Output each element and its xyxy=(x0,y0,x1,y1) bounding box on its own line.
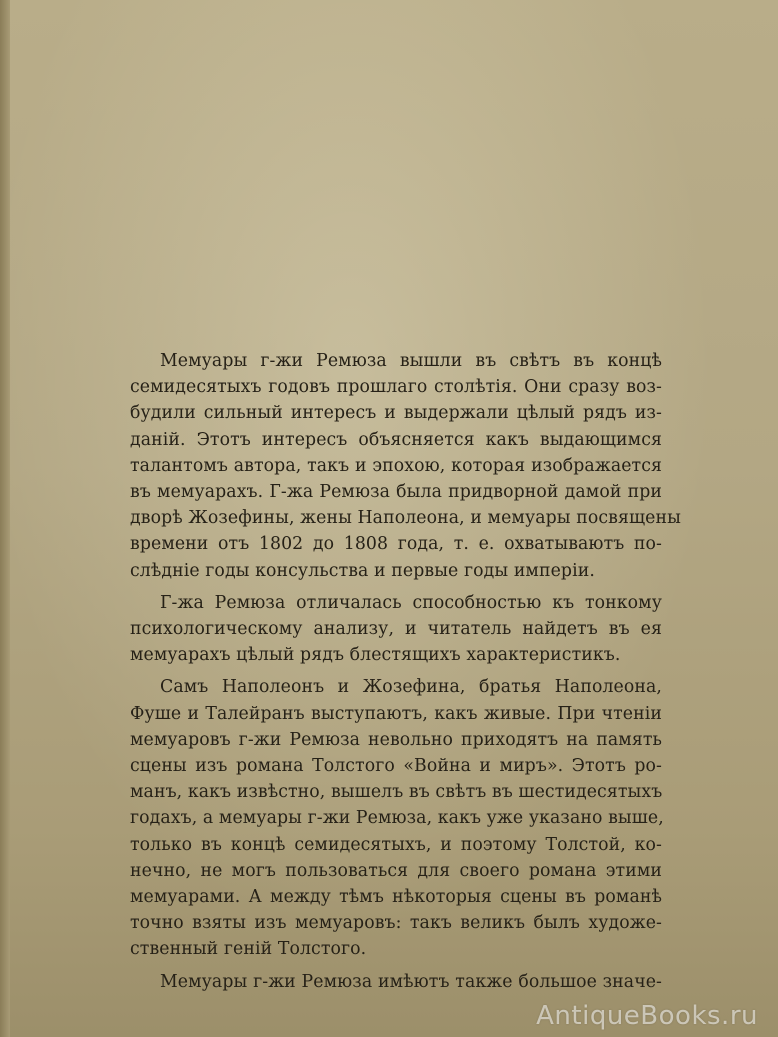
text-line: манъ, какъ извѣстно, вышелъ въ свѣтъ въ шестидесятыхъ xyxy=(130,782,663,803)
text-line: ственный геній Толстого. xyxy=(130,939,367,960)
page-edge xyxy=(0,0,10,1037)
page-text xyxy=(130,348,681,1001)
text-line: слѣдніе годы консульства и первые годы имперіи. xyxy=(130,560,595,581)
text-line: сцены изъ романа Толстого «Война и миръ». Этотъ ро- xyxy=(130,756,662,777)
text-line: точно взяты изъ мемуаровъ: такъ великъ былъ художе- xyxy=(130,913,662,934)
text-line: будили сильный интересъ и выдержали цѣлый рядъ из- xyxy=(130,403,662,424)
text-line: мемуарами. А между тѣмъ нѣкоторыя сцены въ романѣ xyxy=(130,887,662,908)
text-line: Мемуары г-жи Ремюза имѣютъ также большое значе- xyxy=(160,971,662,992)
text-line: нечно, не могъ пользоваться для своего романа этими xyxy=(130,860,662,881)
text-line: дворѣ Жозефины, жены Наполеона, и мемуары посвящены xyxy=(130,508,681,529)
text-line: мемуарахъ цѣлый рядъ блестящихъ характеристикъ. xyxy=(130,645,621,666)
text-line: мемуаровъ г-жи Ремюза невольно приходятъ на память xyxy=(130,729,662,750)
text-line: Г-жа Ремюза отличалась способностью къ тонкому xyxy=(160,592,662,613)
text-line: семидесятыхъ годовъ прошлаго столѣтія. Они сразу воз- xyxy=(130,377,662,398)
text-line: Самъ Наполеонъ и Жозефина, братья Наполеона, xyxy=(160,677,662,698)
text-line: Фуше и Талейранъ выступаютъ, какъ живые. При чтеніи xyxy=(130,703,662,724)
watermark: AntiqueBooks.ru xyxy=(536,1001,758,1031)
text-line: Мемуары г-жи Ремюза вышли въ свѣтъ въ концѣ xyxy=(160,351,662,371)
text-line: талантомъ автора, такъ и эпохою, которая изображается xyxy=(130,455,662,476)
text-line: только въ концѣ семидесятыхъ, и поэтому Толстой, ко- xyxy=(130,834,662,855)
paragraph-1 xyxy=(130,348,681,584)
paragraph-3 xyxy=(130,674,662,962)
text-line: даній. Этотъ интересъ объясняется какъ выдающимся xyxy=(130,429,662,450)
text-line: психологическому анализу, и читатель найдетъ въ ея xyxy=(130,619,662,640)
text-line: годахъ, а мемуары г-жи Ремюза, какъ уже указано выше, xyxy=(130,808,664,829)
paragraph-2 xyxy=(130,590,662,669)
text-line: времени отъ 1802 до 1808 года, т. е. охватываютъ по- xyxy=(130,534,662,555)
text-line: въ мемуарахъ. Г-жа Ремюза была придворной дамой при xyxy=(130,482,662,503)
paragraph-4 xyxy=(130,969,662,995)
